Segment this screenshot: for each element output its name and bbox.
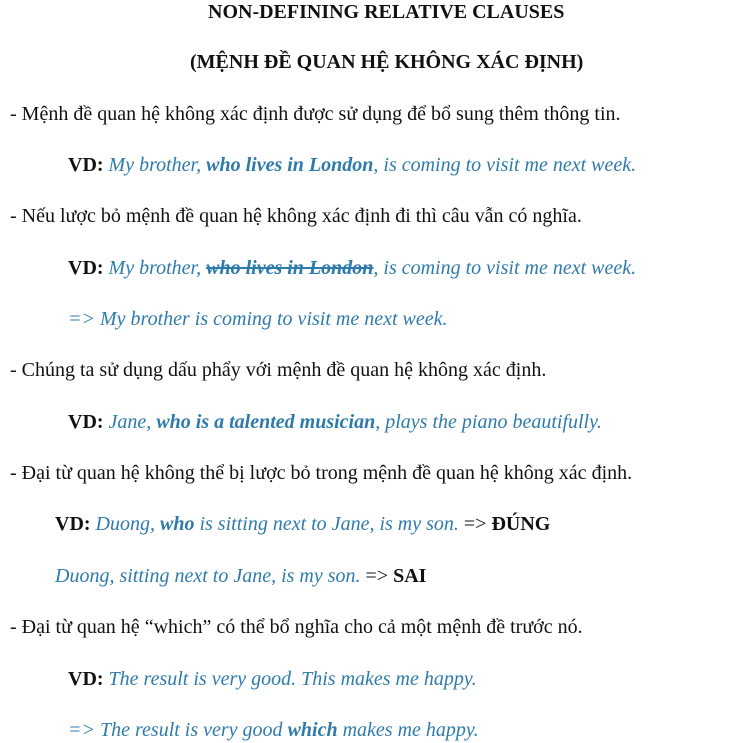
example-4-wrong: [55, 564, 426, 588]
example-text: , is coming to visit me next week.: [373, 154, 637, 176]
example-text: Jane,: [103, 411, 157, 433]
relative-pronoun: who: [160, 513, 195, 535]
rule-4: - Đại từ quan hệ không thể bị lược bỏ trong mệnh đề quan hệ không xác định.: [10, 462, 633, 484]
rule-1: - Mệnh đề quan hệ không xác định được sử dụng để bổ sung thêm thông tin.: [10, 103, 621, 125]
example-text: Duong, sitting next to Jane, is my son.: [55, 565, 366, 587]
example-2-result: => My brother is coming to visit me next week.: [68, 308, 448, 330]
relative-pronoun: which: [287, 719, 338, 741]
example-text: My brother,: [103, 257, 207, 279]
relative-clause: who is a talented musician: [156, 411, 376, 433]
rule-2: - Nếu lược bỏ mệnh đề quan hệ không xác định đi thì câu vẫn có nghĩa.: [10, 205, 582, 227]
example-label: VD:: [55, 513, 91, 535]
example-text: Duong,: [90, 513, 160, 535]
arrow: =>: [463, 513, 492, 535]
page-subtitle: (MỆNH ĐỀ QUAN HỆ KHÔNG XÁC ĐỊNH): [190, 51, 584, 73]
rule-3: - Chúng ta sử dụng dấu phẩy với mệnh đề quan hệ không xác định.: [10, 359, 547, 381]
struck-relative-clause: who lives in London: [206, 257, 374, 279]
example-5: [68, 667, 477, 691]
example-text: makes me happy.: [337, 719, 479, 741]
verdict-wrong: SAI: [393, 565, 427, 587]
example-text: , plays the piano beautifully.: [375, 411, 602, 433]
verdict-correct: ĐÚNG: [491, 513, 551, 535]
example-text: The result is very good. This makes me happy.: [103, 668, 477, 690]
example-text: , is coming to visit me next week.: [373, 257, 637, 279]
example-5-result: [68, 718, 479, 742]
rule-5: - Đại từ quan hệ “which” có thể bổ nghĩa cho cả một mệnh đề trước nó.: [10, 616, 583, 638]
example-label: VD:: [68, 257, 104, 279]
example-text: => The result is very good: [68, 719, 288, 741]
example-label: VD:: [68, 411, 104, 433]
example-1: [68, 153, 636, 177]
example-label: VD:: [68, 154, 104, 176]
arrow: =>: [365, 565, 394, 587]
example-text: is sitting next to Jane, is my son.: [194, 513, 464, 535]
example-2: [68, 256, 636, 280]
example-3: [68, 410, 602, 434]
example-4-correct: [55, 512, 550, 536]
example-label: VD:: [68, 668, 104, 690]
page-title: NON-DEFINING RELATIVE CLAUSES: [208, 1, 565, 23]
example-text: My brother,: [103, 154, 207, 176]
relative-clause: who lives in London: [206, 154, 374, 176]
